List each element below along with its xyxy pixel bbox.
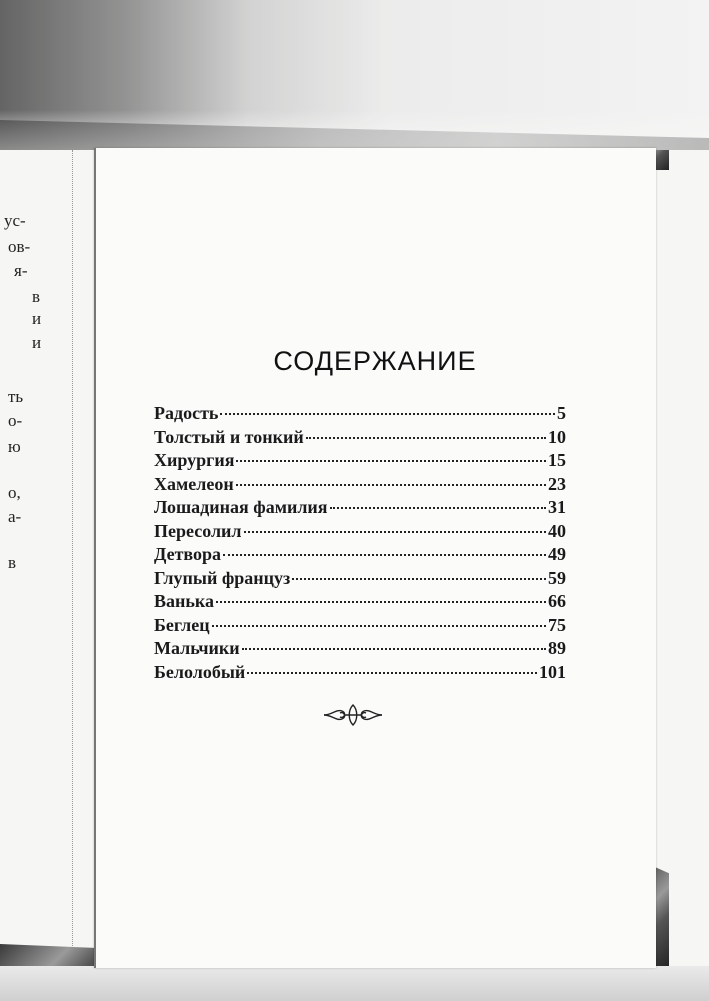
- toc-entry-page: 101: [539, 661, 566, 682]
- toc-entry-page: 66: [548, 591, 566, 611]
- toc-entry-title: Хирургия: [154, 450, 235, 470]
- toc-entry-title: Глупый француз: [154, 567, 291, 588]
- margin-fragment: о,: [8, 483, 21, 502]
- toc-entry-title: Толстый и тонкий: [154, 426, 304, 447]
- margin-fragment: я-: [14, 261, 28, 280]
- toc-entry-title: Радость: [154, 403, 219, 423]
- leader-dots: [247, 671, 537, 674]
- toc-entry: [154, 568, 566, 592]
- leader-dots: [236, 483, 546, 486]
- leader-dots: [242, 647, 546, 650]
- margin-fragment: ю: [8, 437, 21, 456]
- toc-entry-page: 5: [557, 403, 566, 423]
- margin-fragment: а-: [8, 507, 22, 526]
- margin-fragment: ус-: [4, 211, 26, 230]
- toc-entry: [154, 521, 566, 545]
- leader-dots: [216, 600, 546, 603]
- toc-entry-title: Ванька: [154, 591, 214, 611]
- leader-dots: [292, 577, 546, 580]
- margin-fragment: о-: [8, 411, 23, 430]
- margin-fragment: и: [32, 309, 42, 328]
- toc-entry: [154, 403, 566, 427]
- toc-entry: [154, 544, 566, 568]
- toc-entry: [154, 497, 566, 521]
- toc-entry-title: Мальчики: [154, 638, 240, 658]
- toc-entry: [154, 615, 566, 639]
- flourish-ornament-icon: [322, 701, 384, 729]
- toc-entry-title: Беглец: [154, 614, 210, 635]
- toc-entry-page: 15: [548, 450, 566, 470]
- toc-entry-page: 75: [548, 614, 566, 635]
- toc-entry-page: 10: [548, 426, 566, 447]
- table-of-contents: [154, 403, 566, 685]
- toc-entry: [154, 591, 566, 615]
- leader-dots: [330, 506, 546, 509]
- margin-fragment: и: [32, 333, 42, 352]
- page-title: СОДЕРЖАНИЕ: [273, 346, 477, 376]
- toc-entry-title: Белолобый: [154, 661, 246, 682]
- leader-dots: [306, 436, 546, 439]
- toc-entry-title: Хамелеон: [154, 473, 234, 494]
- toc-entry-page: 40: [548, 520, 566, 541]
- toc-entry: [154, 662, 566, 686]
- leader-dots: [220, 412, 555, 415]
- toc-entry-page: 31: [548, 497, 566, 517]
- toc-entry: [154, 427, 566, 451]
- toc-entry-page: 23: [548, 473, 566, 494]
- margin-fragment: ть: [8, 387, 24, 406]
- toc-entry-title: Детвора: [154, 544, 222, 564]
- leader-dots: [236, 459, 546, 462]
- margin-fragment: в: [8, 553, 17, 572]
- margin-fragment: в: [32, 287, 41, 306]
- margin-fragment: ов-: [8, 237, 31, 256]
- facing-page-edge: [0, 150, 73, 950]
- toc-entry-title: Пересолил: [154, 520, 242, 541]
- leader-dots: [223, 553, 546, 556]
- toc-entry: [154, 474, 566, 498]
- scan-bottom-band: [0, 966, 709, 1001]
- leader-dots: [244, 530, 546, 533]
- toc-entry: [154, 450, 566, 474]
- toc-entry: [154, 638, 566, 662]
- toc-entry-page: 49: [548, 544, 566, 564]
- toc-entry-page: 89: [548, 638, 566, 658]
- toc-entry-page: 59: [548, 567, 566, 588]
- toc-entry-title: Лошадиная фамилия: [154, 497, 328, 517]
- contents-page: [94, 148, 656, 968]
- leader-dots: [212, 624, 546, 627]
